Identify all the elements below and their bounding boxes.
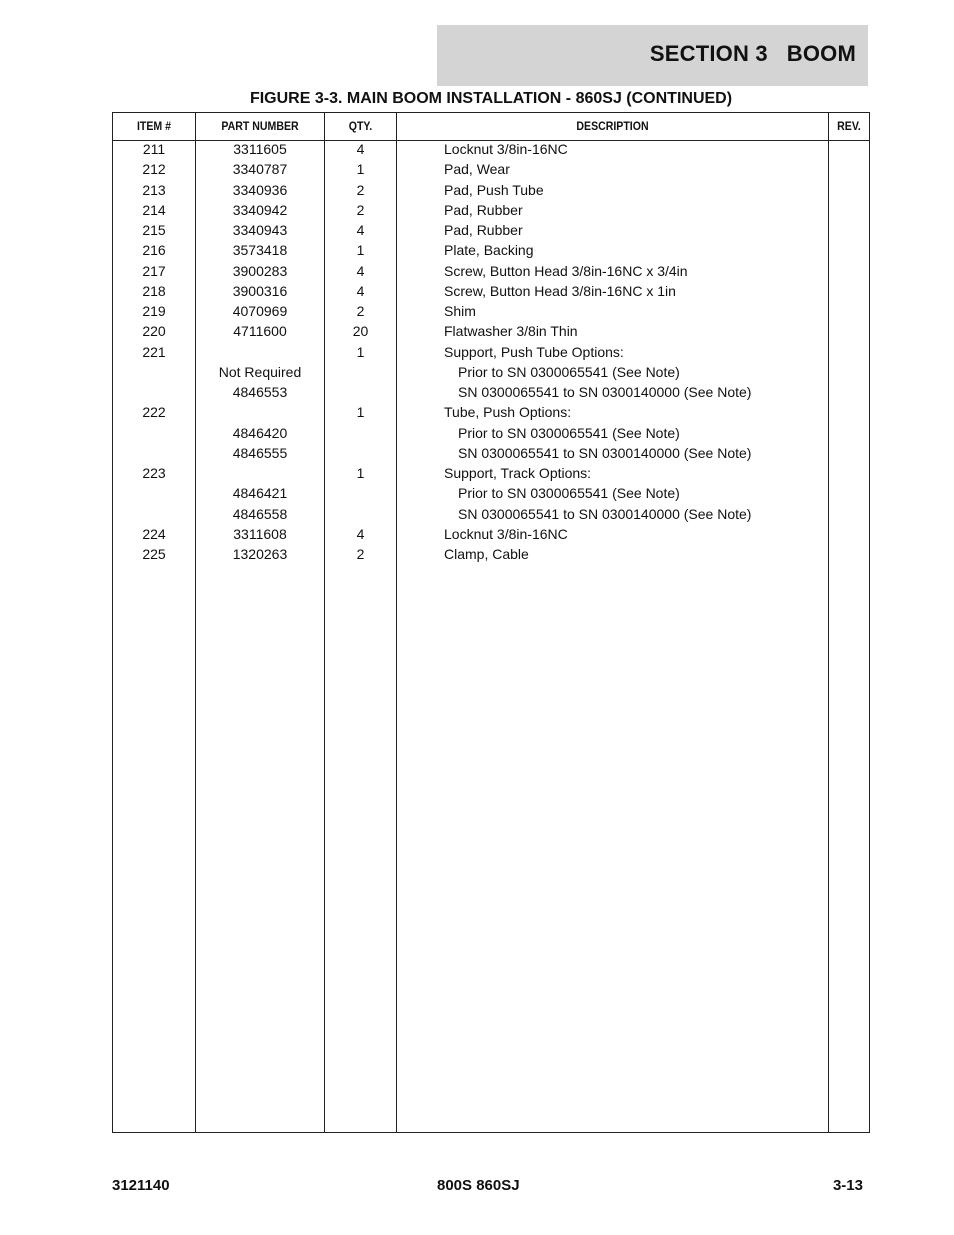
qty-cell: 2 (356, 546, 365, 562)
qty-cell: 4 (356, 141, 365, 157)
description-cell: Locknut 3/8in-16NC (444, 525, 568, 542)
part-number-cell: 3340787 (232, 161, 288, 178)
footer-page-number: 3-13 (832, 1177, 863, 1194)
item-cell: 224 (142, 525, 166, 542)
table-row (113, 160, 869, 180)
table-row (113, 525, 869, 545)
item-cell: 216 (142, 242, 166, 259)
footer-document-number: 3121140 (112, 1177, 170, 1194)
description-cell: Locknut 3/8in-16NC (444, 141, 568, 157)
part-number-cell: 3340936 (232, 181, 288, 198)
section-title: SECTION 3 BOOM (649, 41, 856, 66)
description-cell: Pad, Rubber (444, 222, 523, 238)
item-cell: 220 (142, 323, 166, 340)
part-number-cell: 3311605 (233, 141, 287, 157)
table-row (113, 262, 869, 282)
item-cell: 221 (142, 343, 166, 360)
table-row (113, 545, 869, 565)
item-cell: 217 (142, 262, 166, 279)
item-cell: 215 (142, 222, 166, 238)
description-cell: Pad, Rubber (444, 201, 523, 218)
description-cell: Screw, Button Head 3/8in-16NC x 1in (444, 282, 676, 299)
description-cell: Shim (444, 303, 476, 319)
part-number-cell: 3340943 (232, 222, 288, 238)
part-number-cell: 4846555 (232, 444, 288, 461)
part-number-cell: 4846420 (232, 424, 288, 441)
table-row (113, 302, 869, 322)
item-cell: 213 (142, 181, 166, 198)
table-row (113, 343, 869, 363)
table-row (113, 282, 869, 302)
qty-cell: 1 (356, 404, 365, 421)
description-cell: Tube, Push Options: (444, 404, 572, 421)
description-cell: Clamp, Cable (444, 546, 529, 562)
table-row (113, 201, 869, 221)
part-number-cell: 1320263 (232, 546, 288, 562)
part-number-cell: 4711600 (233, 323, 287, 340)
part-number-cell: 4846553 (232, 384, 288, 400)
item-cell: 222 (142, 404, 166, 421)
qty-cell: 4 (356, 262, 365, 279)
part-number-cell: 4070969 (232, 303, 288, 319)
description-cell: Screw, Button Head 3/8in-16NC x 3/4in (444, 262, 688, 279)
qty-cell: 1 (356, 242, 365, 259)
item-cell: 225 (142, 546, 166, 562)
table-row (113, 241, 869, 261)
description-cell: SN 0300065541 to SN 0300140000 (See Note) (458, 384, 752, 400)
table-row (113, 383, 869, 403)
table-row (113, 424, 869, 444)
part-number-cell: Not Required (218, 363, 302, 380)
table-row (113, 322, 869, 342)
qty-cell: 2 (356, 181, 365, 198)
part-number-cell: 3900283 (232, 262, 288, 279)
description-cell: Plate, Backing (444, 242, 534, 259)
part-number-cell: 3900316 (232, 282, 288, 299)
description-cell: Prior to SN 0300065541 (See Note) (458, 424, 680, 441)
part-number-cell: 3311608 (233, 525, 287, 542)
description-cell: Support, Track Options: (444, 465, 592, 481)
item-cell: 218 (142, 282, 166, 299)
qty-cell: 2 (356, 303, 365, 319)
table-row (113, 403, 869, 423)
table-body (113, 140, 869, 565)
column-header-qty: QTY. (348, 119, 373, 133)
column-header-description: DESCRIPTION (576, 119, 649, 133)
qty-cell: 20 (352, 323, 369, 340)
table-row (113, 464, 869, 484)
qty-cell: 1 (356, 343, 365, 360)
table-row (113, 484, 869, 504)
part-number-cell: 3340942 (232, 201, 288, 218)
description-cell: Prior to SN 0300065541 (See Note) (458, 485, 680, 502)
column-header-item: ITEM # (136, 119, 172, 133)
figure-title: FIGURE 3-3. MAIN BOOM INSTALLATION - 860SJ (CONTINUED) (249, 90, 733, 107)
table-row (113, 181, 869, 201)
table-row (113, 505, 869, 525)
item-cell: 223 (142, 465, 166, 481)
column-header-rev: REV. (837, 119, 861, 133)
item-cell: 212 (142, 161, 166, 178)
table-row (113, 444, 869, 464)
item-cell: 214 (142, 201, 166, 218)
section-banner (437, 25, 868, 86)
column-header-part-number: PART NUMBER (221, 119, 299, 133)
description-cell: SN 0300065541 to SN 0300140000 (See Note) (458, 444, 752, 461)
part-number-cell: 4846421 (232, 485, 288, 502)
qty-cell: 4 (356, 525, 365, 542)
description-cell: Flatwasher 3/8in Thin (444, 323, 578, 340)
qty-cell: 2 (356, 201, 365, 218)
description-cell: SN 0300065541 to SN 0300140000 (See Note) (458, 505, 752, 522)
description-cell: Pad, Wear (444, 161, 510, 178)
item-cell: 211 (142, 141, 166, 157)
part-number-cell: 3573418 (232, 242, 288, 259)
parts-table (112, 112, 870, 1133)
footer-model: 800S 860SJ (437, 1177, 520, 1194)
table-row (113, 363, 869, 383)
item-cell: 219 (142, 303, 166, 319)
part-number-cell: 4846558 (232, 505, 288, 522)
qty-cell: 4 (356, 222, 365, 238)
qty-cell: 4 (356, 282, 365, 299)
table-row (113, 140, 869, 160)
qty-cell: 1 (356, 465, 365, 481)
description-cell: Pad, Push Tube (444, 181, 544, 198)
description-cell: Prior to SN 0300065541 (See Note) (458, 363, 680, 380)
qty-cell: 1 (356, 161, 365, 178)
description-cell: Support, Push Tube Options: (444, 343, 624, 360)
table-row (113, 221, 869, 241)
